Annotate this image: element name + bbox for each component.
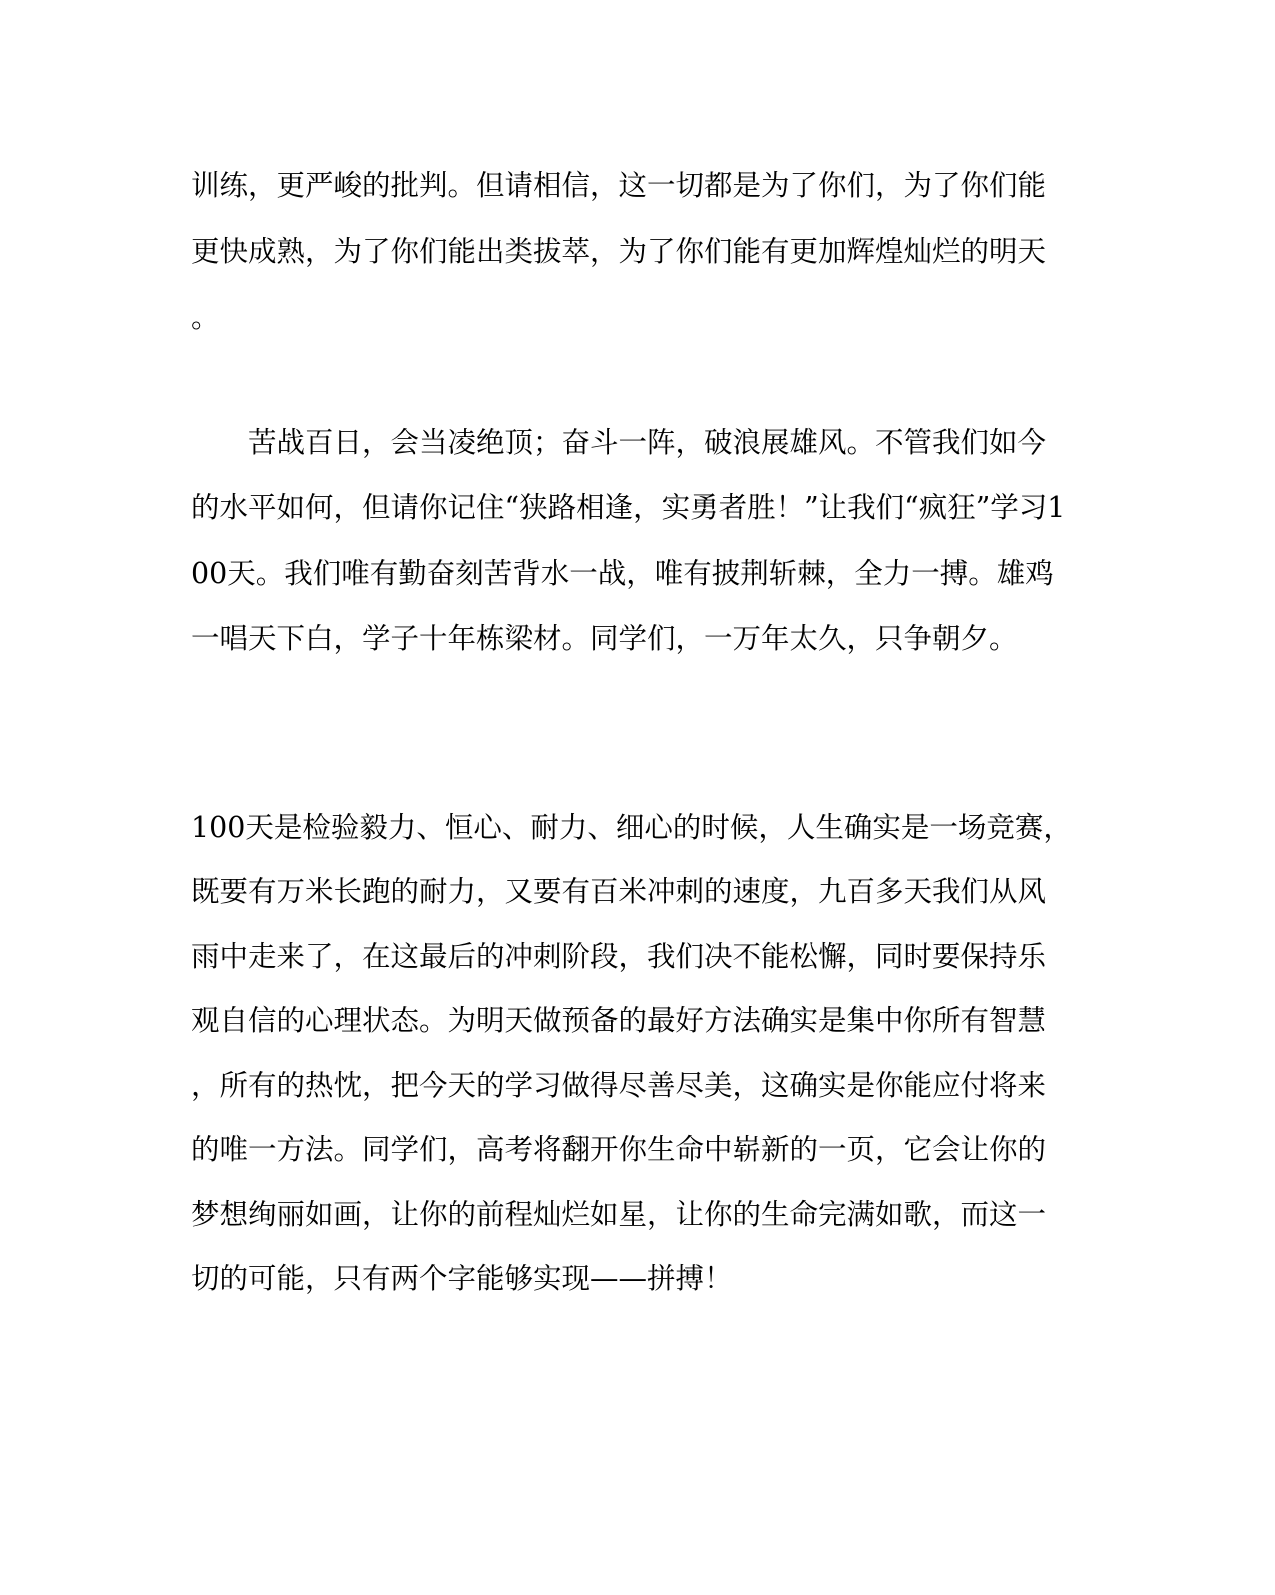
paragraph-line: 00天。我们唯有勤奋刻苦背水一战，唯有披荆斩棘，全力一搏。雄鸡 — [191, 557, 1054, 590]
paragraph-line: ，所有的热忱，把今天的学习做得尽善尽美，这确实是你能应付将来 — [191, 1069, 1047, 1102]
paragraph-line: 既要有万米长跑的耐力，又要有百米冲刺的速度，九百多天我们从风 — [191, 875, 1047, 908]
paragraph-line: 梦想绚丽如画，让你的前程灿烂如星，让你的生命完满如歌，而这一 — [191, 1198, 1047, 1231]
paragraph-line: 苦战百日，会当凌绝顶；奋斗一阵，破浪展雄风。不管我们如今 — [191, 426, 1047, 459]
paragraph-line: 切的可能，只有两个字能够实现——拼搏！ — [191, 1262, 733, 1295]
paragraph-line: 。 — [191, 301, 220, 334]
paragraph-line: 的唯一方法。同学们，高考将翻开你生命中崭新的一页，它会让你的 — [191, 1133, 1047, 1166]
paragraph-line: 训练，更严峻的批判。但请相信，这一切都是为了你们，为了你们能 — [191, 169, 1047, 202]
paragraph-line: 观自信的心理状态。为明天做预备的最好方法确实是集中你所有智慧 — [191, 1004, 1047, 1037]
paragraph-line: 一唱天下白，学子十年栋梁材。同学们，一万年太久，只争朝夕。 — [191, 622, 1018, 655]
paragraph-line: 的水平如何，但请你记住“狭路相逢，实勇者胜！”让我们“疯狂”学习1 — [191, 491, 1066, 524]
paragraph-line: 100天是检验毅力、恒心、耐力、细心的时候，人生确实是一场竞赛， — [191, 811, 1072, 844]
paragraph-line: 更快成熟，为了你们能出类拔萃，为了你们能有更加辉煌灿烂的明天 — [191, 235, 1047, 268]
paragraph-line: 雨中走来了，在这最后的冲刺阶段，我们决不能松懈，同时要保持乐 — [191, 940, 1047, 973]
